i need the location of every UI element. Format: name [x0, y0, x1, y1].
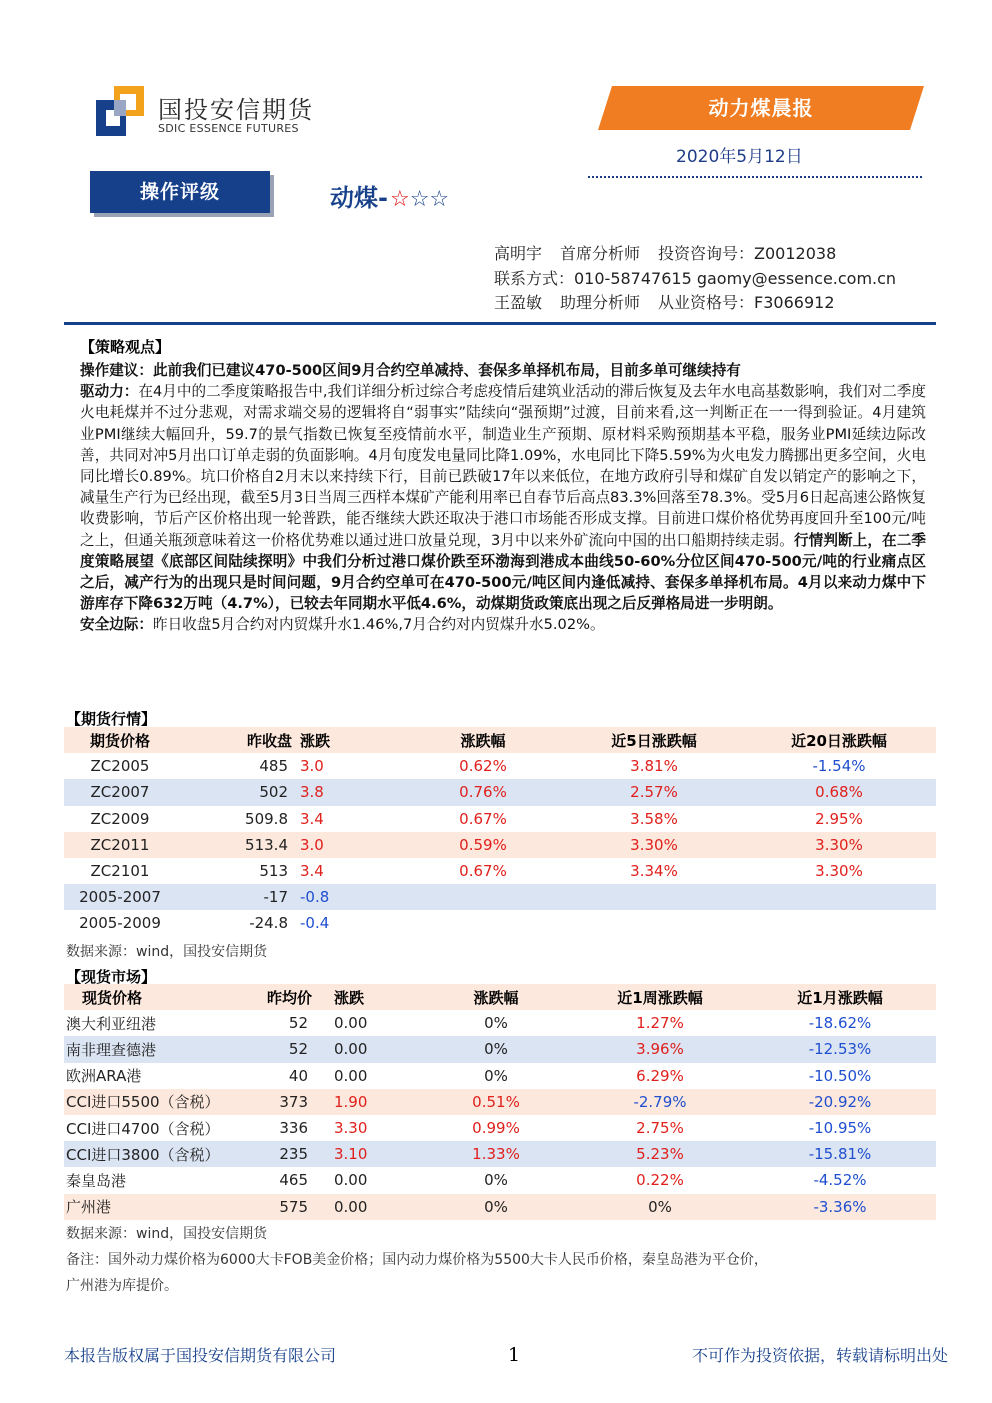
disclaimer: 不可作为投资依据，转载请标明出处 [692, 1346, 949, 1365]
spot-note-line-1: 备注：国外动力煤价格为6000大卡FOB美金价格；国内动力煤价格为5500大卡人民币价格，秦皇岛港为平仓价， [66, 1252, 768, 1268]
avg-price: 465 [279, 1171, 308, 1190]
copyright-notice: 本报告版权属于国投安信期货有限公司 [64, 1346, 337, 1365]
column-header: 近5日涨跌幅 [611, 731, 697, 750]
column-header: 涨跌幅 [460, 731, 506, 750]
column-header: 昨收盘 [246, 731, 292, 750]
advice-text: 此前我们已建议470-500区间9月合约空单减持、套保多单择机布局，目前多单可继续持有 [152, 362, 741, 379]
change-1w: 3.96% [636, 1040, 684, 1059]
driver-paragraph [80, 381, 926, 614]
market-name: 南非理查德港 [66, 1040, 157, 1059]
change-1m: -3.36% [813, 1197, 867, 1216]
change-pct: 0.67% [459, 862, 507, 881]
change-20d [742, 910, 936, 936]
logo-mark-icon [96, 86, 144, 136]
avg-price: 52 [288, 1014, 308, 1033]
analyst-cert: 投资咨询号：Z0012038 [658, 244, 837, 263]
column-header: 涨跌 [300, 731, 331, 750]
contract-name: ZC2011 [90, 835, 150, 854]
change-1w: -2.79% [633, 1092, 687, 1111]
change-1m: -15.81% [808, 1145, 872, 1164]
change-5d: 3.30% [630, 835, 678, 854]
spot-note-line-2: 广州港为库提价。 [66, 1278, 178, 1294]
change: 3.4 [300, 862, 324, 881]
analyst-line-1 [494, 242, 896, 267]
table-row [64, 832, 936, 858]
avg-price: 373 [279, 1092, 308, 1111]
change-20d [742, 884, 936, 910]
change: -0.4 [300, 914, 330, 933]
change-5d: 3.58% [630, 809, 678, 828]
change-pct: 1.33% [472, 1145, 520, 1164]
change: 0.00 [334, 1066, 368, 1085]
change-pct [400, 910, 566, 936]
change: 0.00 [334, 1014, 368, 1033]
table-row [64, 1010, 936, 1036]
change-20d: 2.95% [815, 809, 863, 828]
change-1m: -4.52% [813, 1171, 867, 1190]
close-price: -24.8 [249, 914, 288, 933]
avg-price: 336 [279, 1119, 308, 1138]
futures-heading: 【期货行情】 [66, 710, 157, 728]
rating-value [330, 178, 449, 213]
change-pct: 0.59% [459, 835, 507, 854]
market-name: 广州港 [66, 1198, 112, 1217]
table-row [64, 858, 936, 884]
change-20d: -1.54% [812, 757, 866, 776]
close-price: 502 [259, 783, 288, 802]
safety-text: 昨日收盘5月合约对内贸煤升水1.46%,7月合约对内贸煤升水5.02%。 [152, 616, 605, 634]
change-pct: 0.67% [459, 809, 507, 828]
column-header: 近1月涨跌幅 [797, 988, 883, 1007]
change-1w: 0.22% [636, 1171, 684, 1190]
change-pct: 0% [484, 1040, 508, 1059]
futures-table [64, 727, 936, 937]
contract-name: ZC2009 [90, 809, 150, 828]
analyst-contact: 联系方式：010-58747615 gaomy@essence.com.cn [494, 268, 897, 288]
change-pct: 0% [484, 1014, 508, 1033]
change-pct: 0.99% [472, 1119, 520, 1138]
spot-source: 数据来源：wind，国投安信期货 [66, 1226, 268, 1242]
column-header: 涨跌幅 [473, 988, 519, 1007]
market-name: 欧洲ARA港 [66, 1067, 142, 1086]
change-5d: 2.57% [630, 783, 678, 802]
column-header: 涨跌 [334, 988, 365, 1007]
close-price: 513.4 [245, 835, 288, 854]
page-number: 1 [508, 1344, 521, 1366]
company-logo [96, 86, 316, 140]
close-price: 513 [259, 862, 288, 881]
driver-text: 在4月中的二季度策略报告中,我们详细分析过综合考虑疫情后建筑业活动的滞后恢复及去年水电高基数影响，我们对二季度火电耗煤并不过分悲观，对需求端交易的逻辑将自“弱事实”陆续向“强预期”过渡，目前来看,这一判断正在一一得到验证。4月建筑业PMI继续大幅回升，59.7的景气指数已恢复至疫情前水平，制造业生产预期、原材料采购预期基本平稳，服务业PMI延续边际改善，共同对冲5月出口订单走弱的负面影响。4月旬度发电量同比降1.09%，水电同比下降5.59%为火电发力腾挪出更多空间，火电同比增长0.89%。坑口价格自2月末以来持续下行，目前已跌破17年以来低位，在地方政府引导和煤矿自发以销定产的影响之下，减量生产行为已经出现，截至5月3日当周三西样本煤矿产能利用率已自春节后高点83.3%回落至78.3%。受5月6日起高速公路恢复收费影响，节后产区价格出现一轮普跌，能否继续大跌还取决于港口市场能否形成支撑。目前进口煤价格优势再度回升至100元/吨之上，但通关瓶颈意味着这一价格优势难以通过进口放量兑现，3月中以来外矿流向中国的出口船期持续走弱。 [80, 383, 926, 549]
change-5d: 3.34% [630, 862, 678, 881]
table-row [64, 1115, 936, 1141]
logo-english-name: SDIC ESSENCE FUTURES [158, 122, 299, 135]
market-name: 秦皇岛港 [66, 1171, 127, 1190]
market-name: 澳大利亚纽港 [66, 1014, 157, 1033]
dotted-divider [588, 176, 922, 178]
change-1m: -10.50% [808, 1066, 872, 1085]
table-row [64, 1194, 936, 1220]
change: 1.90 [334, 1092, 368, 1111]
spot-table [64, 984, 936, 1220]
change-pct: 0.62% [459, 757, 507, 776]
analyst-title: 助理分析师 [560, 293, 641, 312]
contract-name: ZC2007 [90, 783, 150, 802]
analyst-title: 首席分析师 [560, 244, 641, 263]
change-1w: 1.27% [636, 1014, 684, 1033]
change: 3.8 [300, 783, 324, 802]
table-row [64, 806, 936, 832]
spread-name: 2005-2009 [79, 914, 161, 933]
close-price: -17 [263, 888, 288, 907]
table-row [64, 884, 936, 910]
change-pct: 0.51% [472, 1092, 520, 1111]
change-1w: 2.75% [636, 1119, 684, 1138]
analyst-name: 王盈敏 [494, 293, 543, 312]
avg-price: 235 [279, 1145, 308, 1164]
column-header: 近1周涨跌幅 [617, 988, 703, 1007]
advice-label: 操作建议： [80, 362, 153, 379]
change: 0.00 [334, 1171, 368, 1190]
hollow-stars-icon: ☆☆ [409, 187, 450, 212]
change: 3.0 [300, 835, 324, 854]
change-pct: 0% [484, 1066, 508, 1085]
change: 3.30 [334, 1119, 368, 1138]
judgment-text: 行情判断上，在二季度策略展望《底部区间陆续探明》中我们分析过港口煤价跌至环渤海到港成本曲线50-60%分位区间470-500元/吨的行业痛点区之后，减产行为的出现只是时间问题，9月合约空单可在470-500元/吨区间内逢低减持、套保多单择机布局。4月以来动力煤中下游库存下降632万吨（4.7%），已较去年同期水平低4.6%，动煤期货政策底出现之后反弹格局进一步明朗。 [80, 531, 926, 613]
table-header-row [64, 727, 936, 753]
contract-name: ZC2005 [90, 757, 150, 776]
table-row [64, 779, 936, 805]
change-1m: -18.62% [808, 1014, 872, 1033]
change-20d: 0.68% [815, 783, 863, 802]
change-pct: 0% [484, 1171, 508, 1190]
change-1w: 5.23% [636, 1145, 684, 1164]
change: 0.00 [334, 1040, 368, 1059]
change-1m: -20.92% [808, 1092, 872, 1111]
table-row [64, 753, 936, 779]
change-20d: 3.30% [815, 835, 863, 854]
change-1m: -10.95% [808, 1119, 872, 1138]
spread-name: 2005-2007 [79, 888, 161, 907]
strategy-heading: 【策略观点】 [80, 338, 171, 356]
header-rule [64, 322, 936, 325]
advice-paragraph [80, 360, 926, 381]
analyst-cert: 从业资格号：F3066912 [658, 293, 835, 312]
report-title-banner [598, 86, 924, 130]
market-name: CCI进口5500（含税） [66, 1093, 220, 1112]
report-date: 2020年5月12日 [676, 147, 803, 167]
strategy-body [80, 360, 926, 636]
logo-chinese-name: 国投安信期货 [158, 96, 314, 124]
change-5d: 3.81% [630, 757, 678, 776]
safety-label: 安全边际： [80, 616, 153, 634]
change-pct: 0% [484, 1197, 508, 1216]
change: 0.00 [334, 1197, 368, 1216]
change-20d: 3.30% [815, 862, 863, 881]
change: 3.10 [334, 1145, 368, 1164]
column-header: 期货价格 [89, 731, 150, 750]
filled-star-icon: ☆ [389, 187, 410, 212]
table-row [64, 1167, 936, 1193]
analyst-info [494, 242, 896, 316]
change-5d [566, 884, 742, 910]
change-1w: 6.29% [636, 1066, 684, 1085]
change-1m: -12.53% [808, 1040, 872, 1059]
driver-label: 驱动力： [80, 383, 139, 401]
market-name: CCI进口4700（含税） [66, 1119, 220, 1138]
change: -0.8 [300, 888, 330, 907]
avg-price: 52 [288, 1040, 308, 1059]
report-title: 动力煤晨报 [708, 96, 814, 120]
change-pct [400, 884, 566, 910]
change: 3.0 [300, 757, 324, 776]
rating-label: 操作评级 [90, 171, 270, 213]
table-row [64, 1089, 936, 1115]
close-price: 485 [259, 757, 288, 776]
contract-name: ZC2101 [90, 862, 150, 881]
column-header: 昨均价 [266, 988, 312, 1007]
change-pct: 0.76% [459, 783, 507, 802]
analyst-line-3 [494, 291, 896, 316]
change-1w: 0% [648, 1197, 672, 1216]
column-header: 现货价格 [82, 988, 143, 1007]
table-row [64, 1141, 936, 1167]
change-5d [566, 910, 742, 936]
table-header-row [64, 984, 936, 1010]
market-name: CCI进口3800（含税） [66, 1145, 220, 1164]
table-row [64, 1036, 936, 1062]
close-price: 509.8 [245, 809, 288, 828]
rating-stars-icon [390, 187, 449, 212]
avg-price: 575 [279, 1197, 308, 1216]
analyst-name: 高明宇 [494, 244, 543, 263]
safety-paragraph [80, 614, 926, 635]
futures-source: 数据来源：wind，国投安信期货 [66, 944, 268, 960]
avg-price: 40 [288, 1066, 308, 1085]
column-header: 近20日涨跌幅 [791, 731, 887, 750]
table-row [64, 1063, 936, 1089]
table-row [64, 910, 936, 936]
change: 3.4 [300, 809, 324, 828]
spot-heading: 【现货市场】 [66, 968, 157, 986]
rating-product: 动煤- [330, 184, 388, 212]
